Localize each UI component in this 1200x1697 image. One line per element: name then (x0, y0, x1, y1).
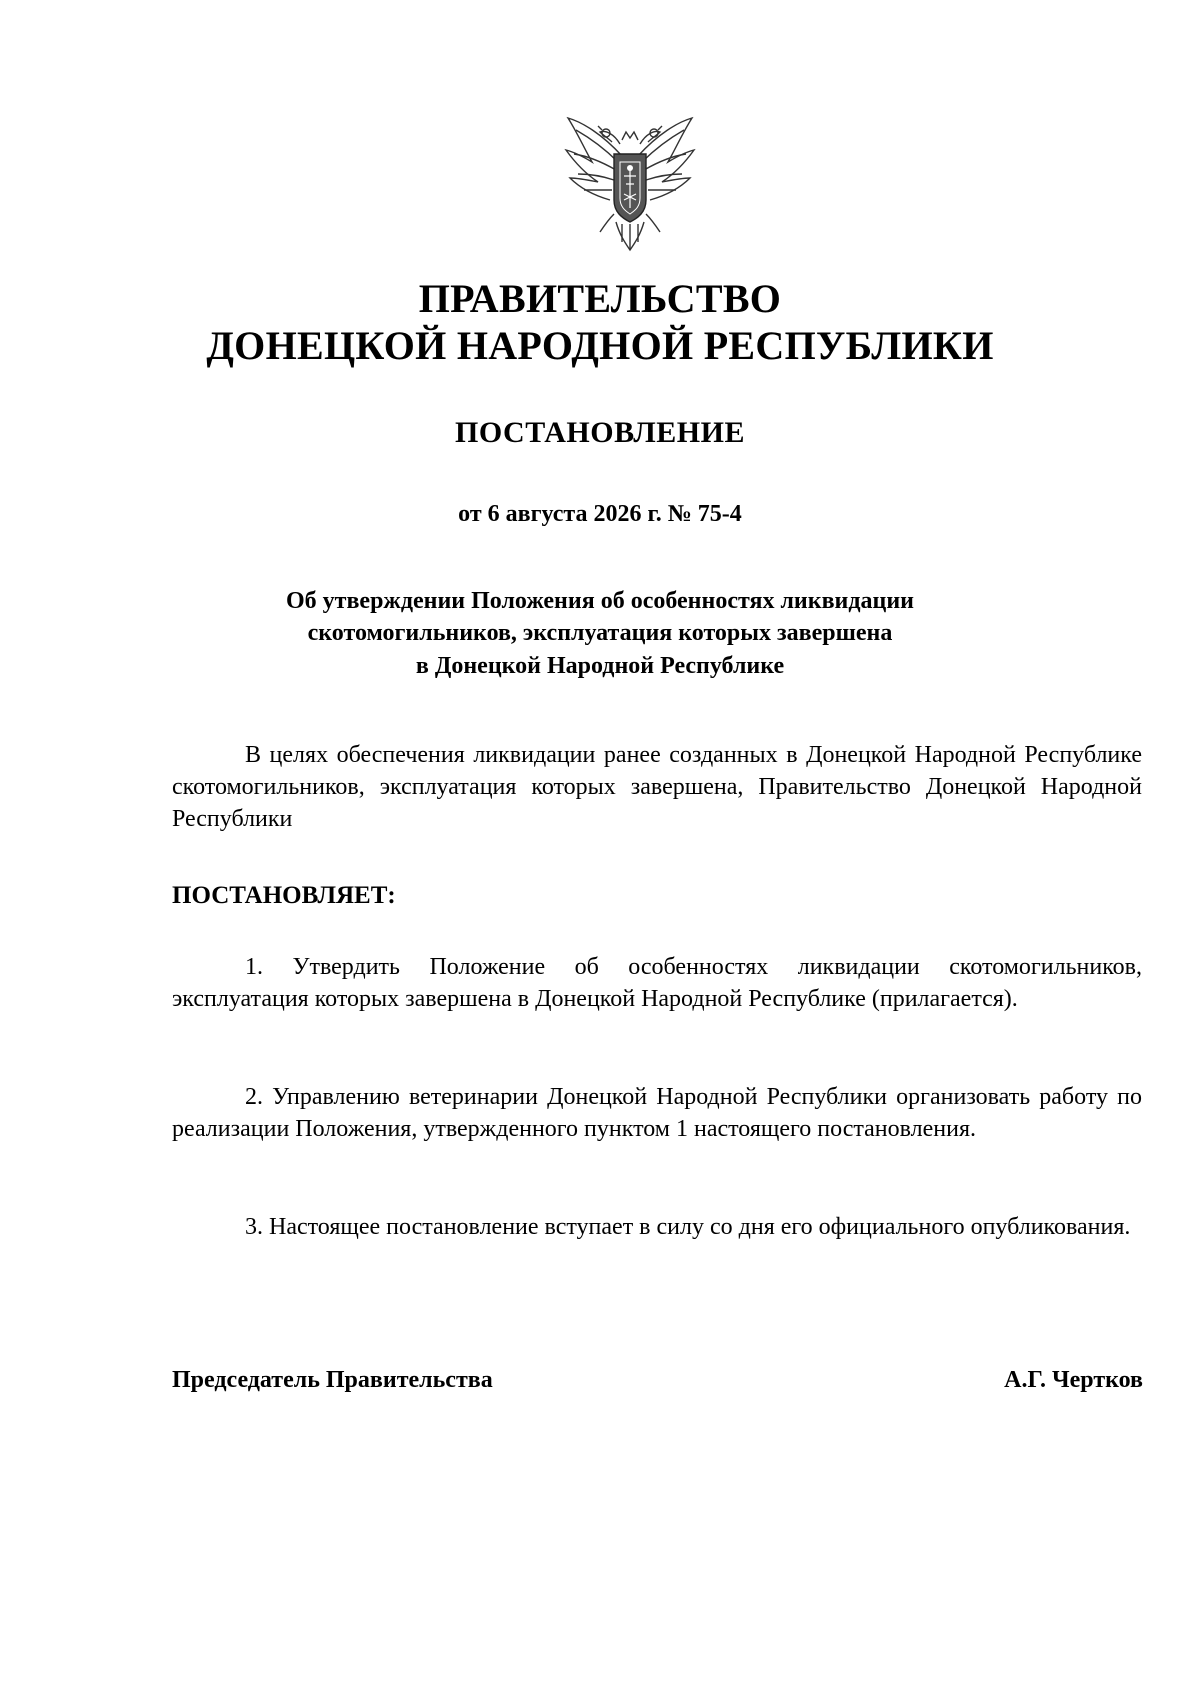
subject-line-2: скотомогильников, эксплуатация которых завершена (307, 620, 893, 646)
resolution-item-1: 1. Утвердить Положение об особенностях ликвидации скотомогильников, эксплуатация которых завершена в Донецкой Народной Республике (прилагается). (172, 954, 1142, 1012)
preamble-paragraph: В целях обеспечения ликвидации ранее созданных в Донецкой Народной Республике скотомогильников, эксплуатация которых завершена, Правительство Донецкой Народной Республики (172, 742, 1142, 832)
government-title-line-1: ПРАВИТЕЛЬСТВО (418, 276, 782, 321)
signatory-name: А.Г. Чертков (1004, 1367, 1143, 1393)
resolves-heading: ПОСТАНОВЛЯЕТ: (172, 882, 396, 909)
subject-line-1: Об утверждении Положения об особенностях ликвидации (286, 588, 914, 614)
resolution-item-3: 3. Настоящее постановление вступает в силу со дня его официального опубликования. (245, 1214, 1131, 1240)
subject-line-3: в Донецкой Народной Республике (415, 653, 785, 679)
signatory-position: Председатель Правительства (172, 1367, 493, 1393)
coat-of-arms-icon (562, 104, 698, 260)
government-title-line-2: ДОНЕЦКОЙ НАРОДНОЙ РЕСПУБЛИКИ (206, 323, 994, 368)
date-and-number: от 6 августа 2026 г. № 75-4 (458, 501, 742, 527)
resolution-item-2: 2. Управлению ветеринарии Донецкой Народной Республики организовать работу по реализации Положения, утвержденного пунктом 1 настоящего постановления. (172, 1084, 1142, 1142)
document-type: ПОСТАНОВЛЕНИЕ (455, 416, 745, 449)
